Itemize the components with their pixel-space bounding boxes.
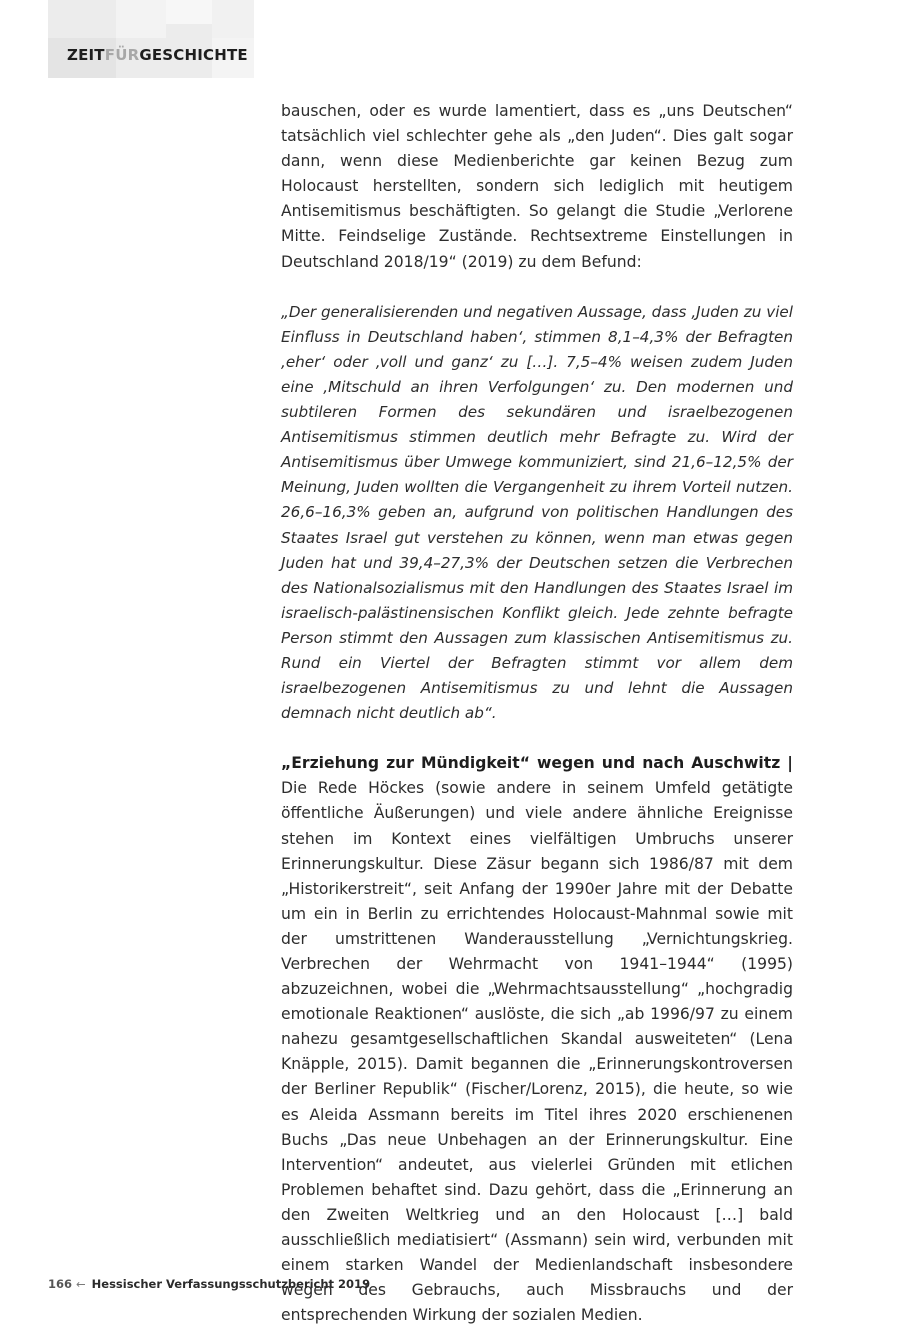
header-banner bbox=[48, 0, 254, 78]
page-number: 166 bbox=[48, 1277, 73, 1291]
brand-logo bbox=[67, 46, 248, 64]
section-title: „Erziehung zur Mündigkeit“ wegen und nach Auschwitz | bbox=[281, 754, 793, 773]
report-title: Hessischer Verfassungsschutzbericht 2019 bbox=[91, 1277, 371, 1291]
section-text: Die Rede Höckes (sowie andere in seinem Umfeld getätigte öffentliche Äußerungen) und viele andere ähnliche Ereignisse stehen im Kontext eines vielfältigen Umbruchs unserer Erinnerungskultur. Diese Zäsur begann sich 1986/87 mit dem „Historikerstreit“, seit Anfang der 1990er Jahre mit der Debatte um ein in Berlin zu errichtendes Holocaust-Mahnmal sowie mit der umstrittenen Wanderausstellung „Vernichtungskrieg. Verbrechen der Wehrmacht von 1941–1944“ (1995) abzuzeichnen, wobei die „Wehrmachtsausstellung“ „hochgradig emotionale Reaktionen“ auslöste, die sich „ab 1996/97 zu einem nahezu gesamtgesellschaftlichen Skandal ausweiteten“ (Lena Knäpple, 2015). Damit begannen die „Erinnerungskontroversen der Berliner Republik“ (Fischer/Lorenz, 2015), die heute, so wie es Aleida Assmann bereits im Titel ihres 2020 erschienenen Buchs „Das neue Unbehagen an der Erinnerungskultur. Eine Intervention“ andeutet, aus vielerlei Gründen mit etlichen Problemen behaftet sind. Dazu gehört, dass die „Erinnerung an den Zweiten Weltkrieg und an den Holocaust […] bald ausschließlich mediatisiert“ (Assmann) sein wird, verbunden mit einem starken Wandel der Medienlandschaft insbesondere wegen des Gebrauchs, auch Missbrauchs und der entsprechenden Wirkung der sozialen Medien. bbox=[281, 779, 793, 1325]
section-paragraph bbox=[281, 751, 793, 1328]
article-body bbox=[281, 99, 793, 1328]
brand-part-zeit: ZEIT bbox=[67, 46, 105, 64]
brand-part-geschichte: GESCHICHTE bbox=[139, 46, 248, 64]
page-footer bbox=[48, 1277, 370, 1291]
brand-part-fuer: FÜR bbox=[104, 46, 140, 64]
header-tile bbox=[116, 0, 166, 38]
header-tile bbox=[212, 0, 254, 38]
arrow-left-icon: ← bbox=[76, 1277, 86, 1291]
study-quote: „Der generalisierenden und negativen Aussage, dass ‚Juden zu viel Einfluss in Deutschland haben‘, stimmen 8,1–4,3% der Befragten ‚eher‘ oder ‚voll und ganz‘ zu […]. 7,5–4% weisen zudem Juden eine ‚Mitschuld an ihren Verfolgungen‘ zu. Den modernen und subtileren Formen des sekundären und israelbezogenen Antisemitismus stimmen deutlich mehr Befragte zu. Wird der Antisemitismus über Umwege kommuniziert, sind 21,6–12,5% der Meinung, Juden wollten die Vergangenheit zu ihrem Vorteil nutzen. 26,6–16,3% geben an, aufgrund von politischen Handlungen des Staates Israel gut verstehen zu können, wenn man etwas gegen Juden hat und 39,4–27,3% der Deutschen setzen die Verbrechen des Nationalsozialismus mit den Handlungen des Staates Israel im israelisch-palästinensischen Konflikt gleich. Jede zehnte befragte Person stimmt den Aussagen zum klassischen Antisemitismus zu. Rund ein Viertel der Befragten stimmt vor allem dem israelbezogenen Antisemitismus zu und lehnt die Aussagen demnach nicht deutlich ab“. bbox=[281, 302, 793, 723]
body-paragraph: bauschen, oder es wurde lamentiert, dass es „uns Deutschen“ tatsächlich viel schlechter gehe als „den Juden“. Dies galt sogar dann, wenn diese Medienberichte gar keinen Bezug zum Holocaust herstellten, sondern sich lediglich mit heutigem Antisemitismus beschäftigten. So gelangt die Studie „Verlorene Mitte. Feindselige Zustände. Rechtsextreme Einstellungen in Deutschland 2018/19“ (2019) zu dem Befund: bbox=[281, 102, 793, 271]
header-tile bbox=[166, 0, 212, 24]
